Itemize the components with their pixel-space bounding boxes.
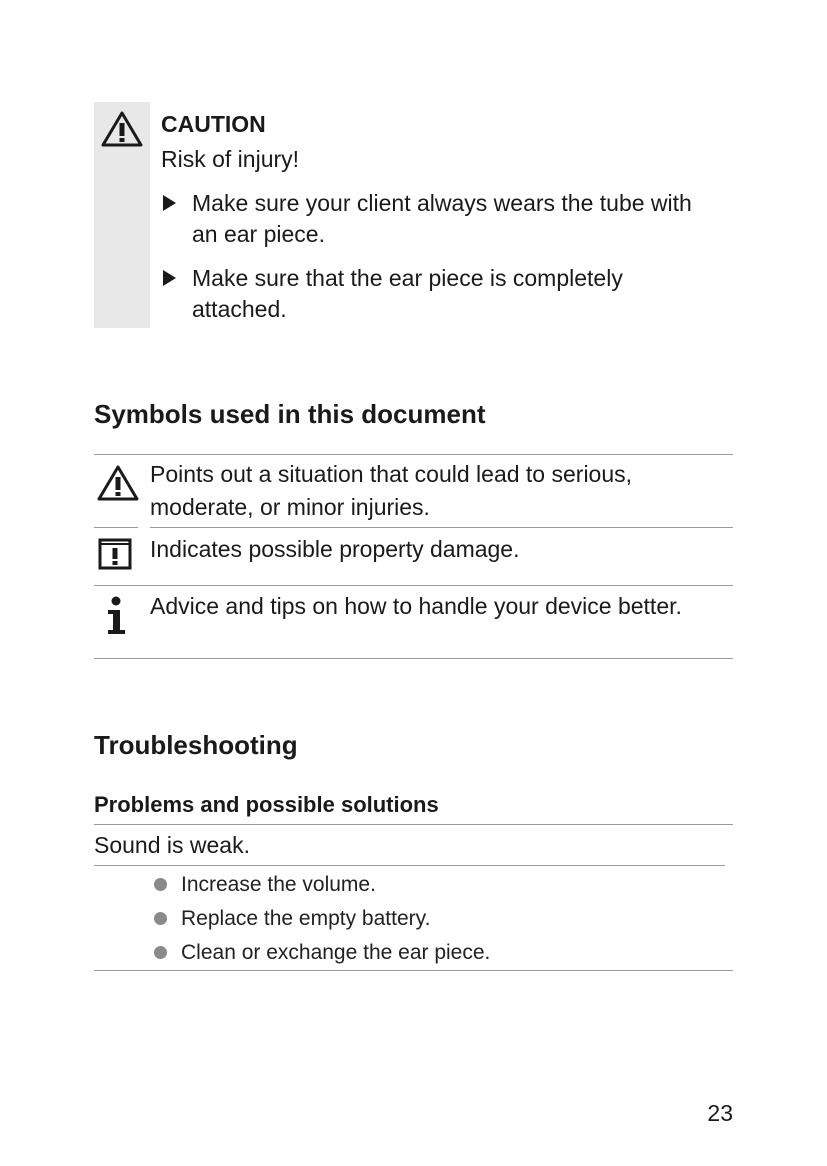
symbol-description: Advice and tips on how to handle your device better.	[150, 593, 682, 619]
solution-text: Replace the empty battery.	[181, 907, 431, 930]
divider	[94, 527, 138, 528]
caution-title: CAUTION	[161, 111, 266, 137]
divider	[94, 658, 733, 659]
bullet-icon	[154, 912, 167, 925]
caution-step	[161, 263, 721, 325]
caution-step-text: Make sure your client always wears the tube with an ear piece.	[192, 190, 692, 247]
solution-text: Increase the volume.	[181, 873, 376, 896]
solution-item	[150, 939, 490, 967]
bullet-icon	[154, 946, 167, 959]
caution-subtitle: Risk of injury!	[161, 146, 300, 172]
divider	[94, 585, 733, 586]
info-icon	[105, 596, 127, 636]
divider	[94, 824, 733, 825]
divider	[94, 970, 733, 971]
troubleshooting-heading: Troubleshooting	[94, 730, 298, 760]
page-number: 23	[707, 1100, 733, 1126]
problems-subheading: Problems and possible solutions	[94, 792, 439, 817]
solution-text: Clean or exchange the ear piece.	[181, 941, 491, 964]
caution-step-text: Make sure that the ear piece is completely attached.	[192, 265, 623, 322]
warning-triangle-icon	[97, 464, 139, 502]
bullet-icon	[154, 878, 167, 891]
divider	[94, 865, 725, 866]
symbol-description: Points out a situation that could lead to serious, moderate, or minor injuries.	[150, 461, 633, 520]
arrow-right-icon	[163, 195, 176, 211]
caution-step	[161, 188, 721, 250]
exclamation-box-icon	[97, 537, 133, 571]
arrow-right-icon	[163, 270, 176, 286]
solution-item	[150, 905, 430, 933]
solution-item	[150, 871, 376, 899]
divider	[94, 454, 733, 455]
problem-text: Sound is weak.	[94, 832, 250, 858]
symbols-heading: Symbols used in this document	[94, 399, 486, 429]
symbol-description: Indicates possible property damage.	[150, 536, 520, 562]
warning-triangle-icon	[101, 110, 143, 148]
divider	[150, 527, 733, 528]
